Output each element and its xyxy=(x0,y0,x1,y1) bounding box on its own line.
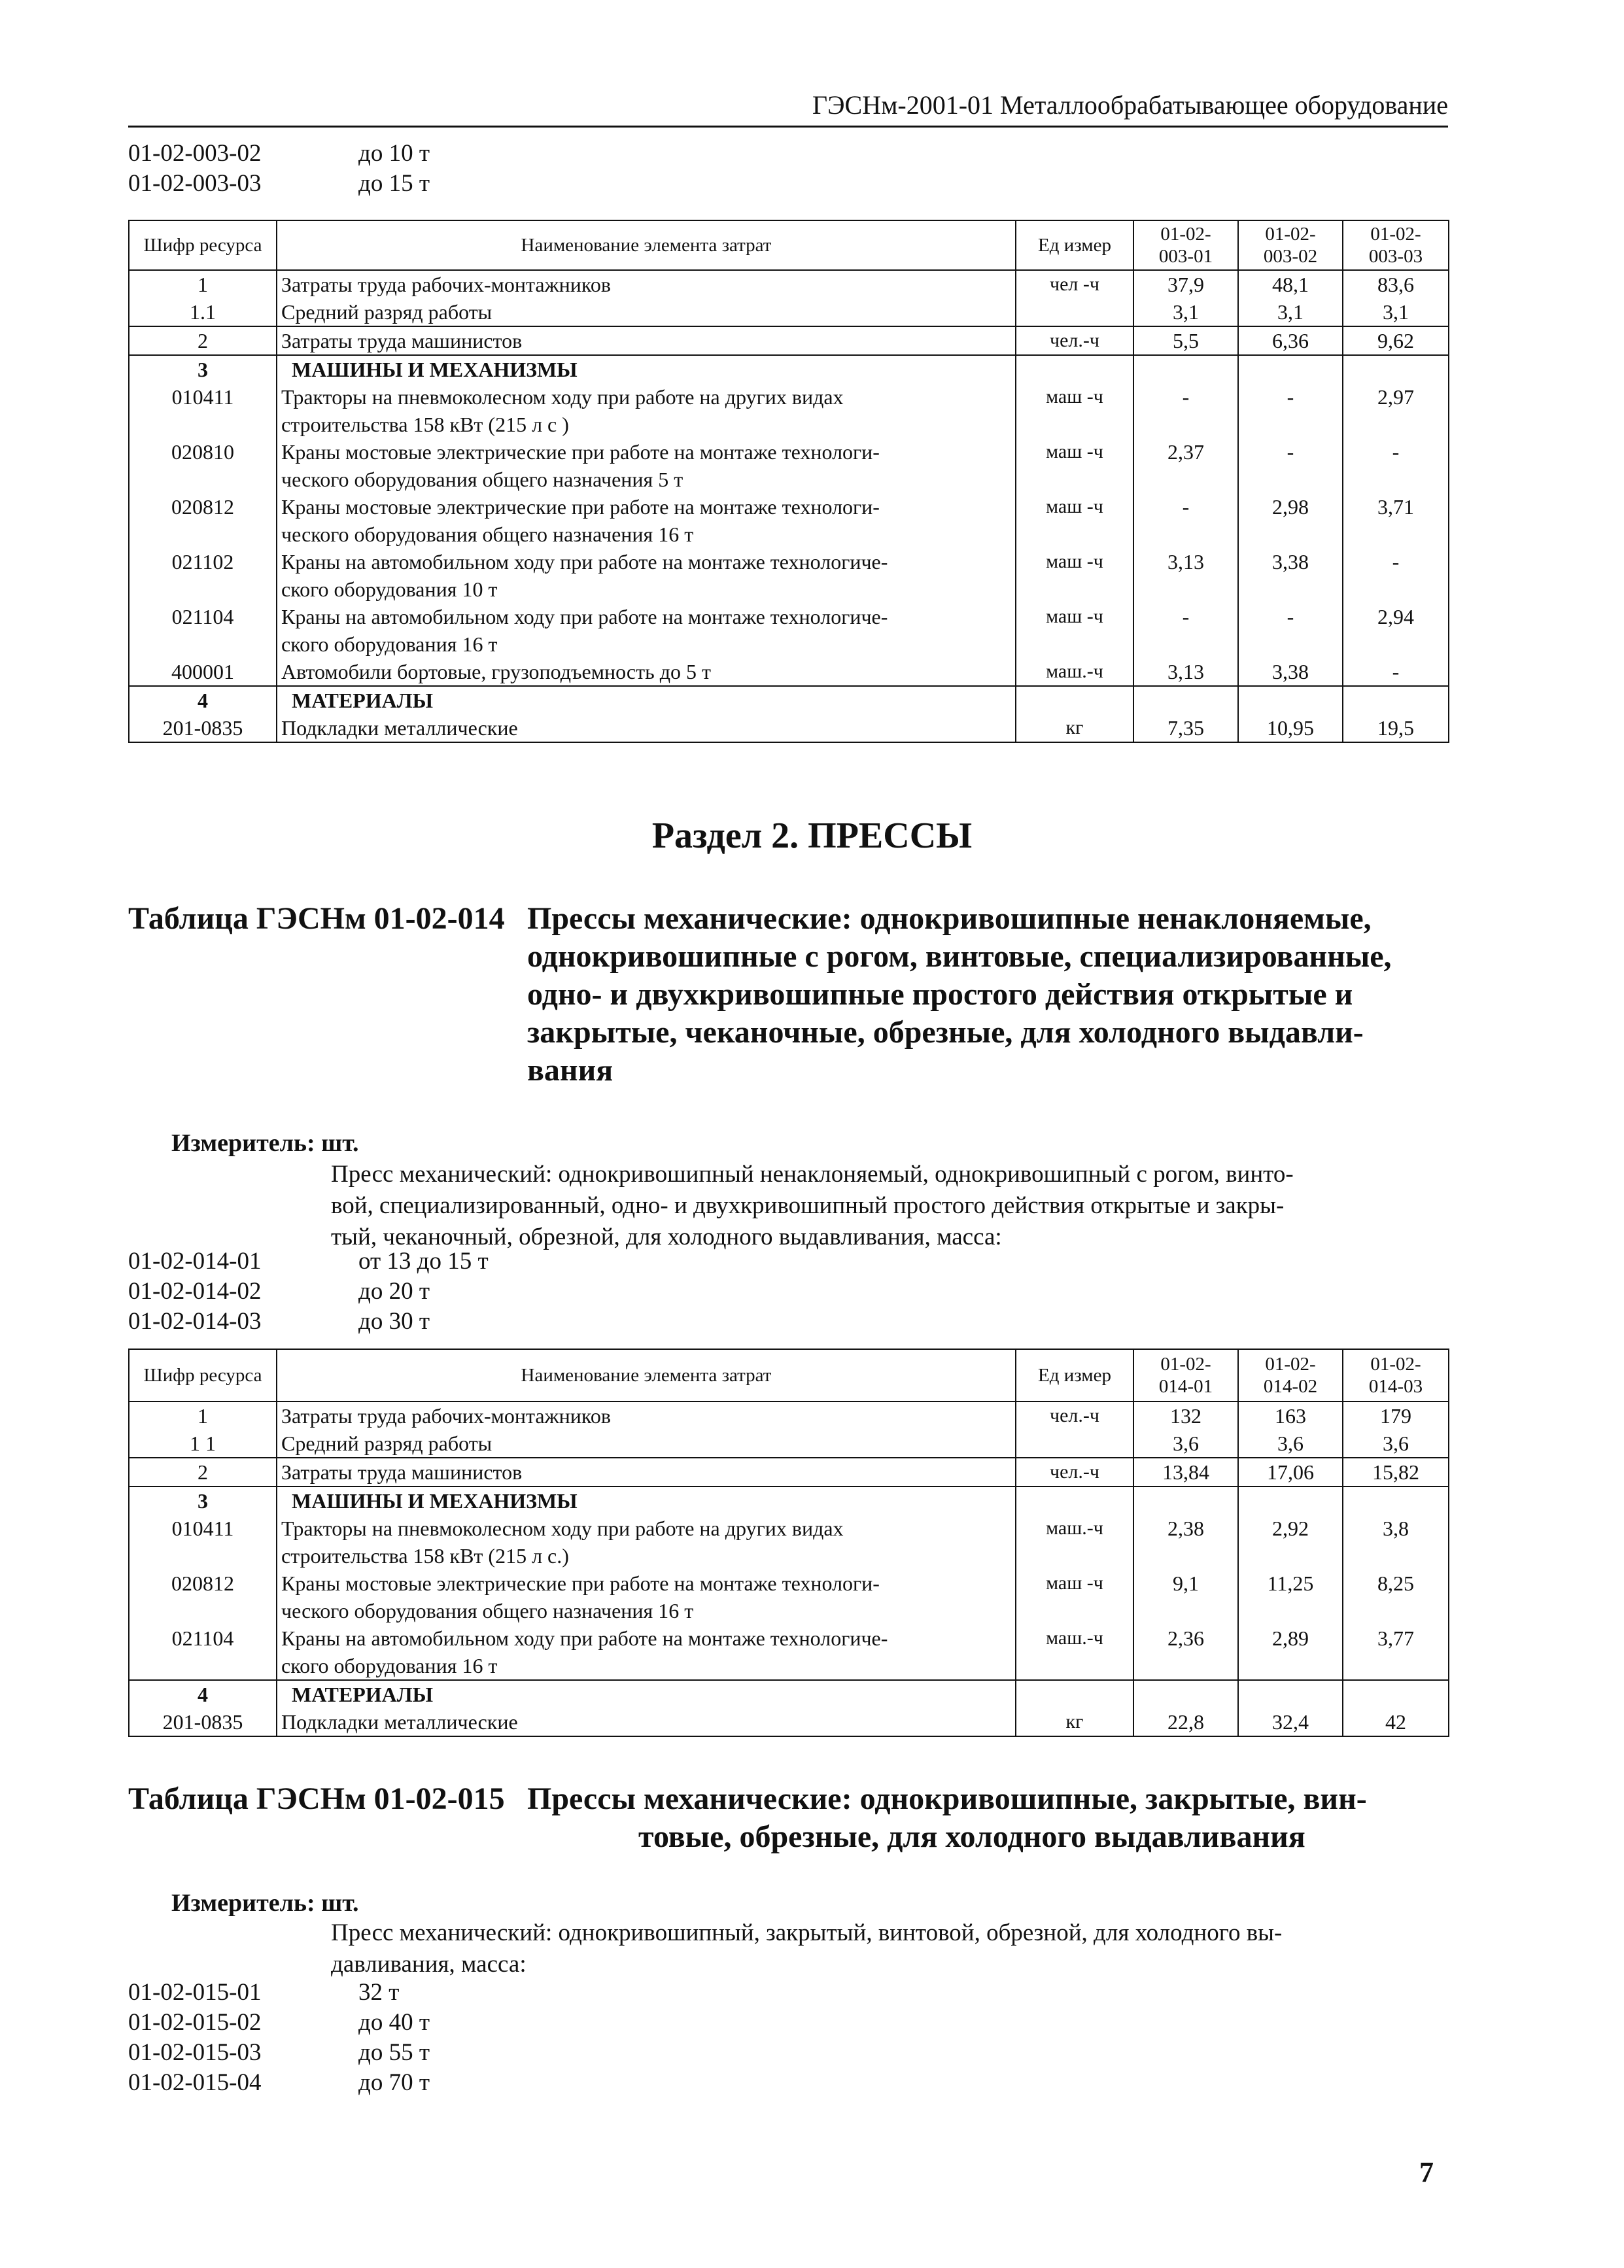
row-unit: чел -ч xyxy=(1016,270,1133,298)
table-015-title xyxy=(128,1780,1462,1854)
header-unit: Ед измер xyxy=(1016,1349,1133,1401)
table-015-description xyxy=(331,1917,1449,1980)
table-row xyxy=(129,1624,1449,1680)
code-row xyxy=(128,1978,430,2008)
row-name xyxy=(277,1515,1016,1570)
code-value: до 15 т xyxy=(358,170,430,197)
row-value xyxy=(1343,355,1449,383)
row-name-line: ческого оборудования общего назначения 5 т xyxy=(281,468,683,491)
table-row xyxy=(129,1570,1449,1624)
row-value: 2,92 xyxy=(1238,1515,1343,1570)
row-name-line: Тракторы на пневмоколесном ходу при работе на других видах xyxy=(281,1517,844,1540)
row-value xyxy=(1133,686,1238,714)
row-value: 3,77 xyxy=(1343,1624,1449,1680)
row-value: 2,94 xyxy=(1343,603,1449,658)
table-014-title-text xyxy=(527,900,1456,1090)
row-value: 48,1 xyxy=(1238,270,1343,298)
running-header: ГЭСНм-2001-01 Металлообрабатывающее оборудование xyxy=(128,85,1448,128)
table-row xyxy=(129,1458,1449,1486)
row-value: - xyxy=(1343,548,1449,603)
table-014-description xyxy=(331,1159,1449,1253)
code: 01-02-014-01 xyxy=(128,1248,262,1275)
code-row xyxy=(128,1307,489,1337)
desc-line: вой, специализированный, одно- и двухкривошипный простого действия открытые и закры- xyxy=(331,1192,1285,1219)
table-014-prefix: Таблица ГЭСНм 01-02-014 xyxy=(128,901,505,936)
row-code: 3 xyxy=(129,1486,277,1515)
row-code: 1.1 xyxy=(129,298,277,326)
row-code: 020810 xyxy=(129,438,277,493)
row-value: 17,06 xyxy=(1238,1458,1343,1486)
row-value: 3,1 xyxy=(1238,298,1343,326)
row-name xyxy=(277,1486,1016,1515)
row-value xyxy=(1133,1680,1238,1708)
code: 01-02-014-03 xyxy=(128,1308,262,1335)
row-name-line: Подкладки металлические xyxy=(281,716,518,740)
norm-table-003 xyxy=(128,220,1449,743)
row-name xyxy=(277,1708,1016,1736)
table-row xyxy=(129,1515,1449,1570)
row-code: 021102 xyxy=(129,548,277,603)
row-unit xyxy=(1016,1680,1133,1708)
title-line: Прессы механические: однокривошипные, закрытые, вин- xyxy=(527,1781,1367,1816)
row-value: 2,37 xyxy=(1133,438,1238,493)
table-row xyxy=(129,493,1449,548)
table-row xyxy=(129,1486,1449,1515)
row-value: 7,35 xyxy=(1133,714,1238,742)
row-value: - xyxy=(1133,603,1238,658)
table-row xyxy=(129,548,1449,603)
row-value: - xyxy=(1343,438,1449,493)
header-name: Наименование элемента затрат xyxy=(277,1349,1016,1401)
row-code: 4 xyxy=(129,1680,277,1708)
row-unit: маш -ч xyxy=(1016,383,1133,438)
row-code: 3 xyxy=(129,355,277,383)
table-row xyxy=(129,355,1449,383)
table-015-title-text xyxy=(527,1780,1456,1856)
row-value xyxy=(1133,355,1238,383)
title-line: закрытые, чеканочные, обрезные, для холодного выдавли- xyxy=(527,1015,1364,1050)
row-value: 3,6 xyxy=(1343,1430,1449,1458)
title-line: вания xyxy=(527,1053,613,1088)
header-col2: 01-02- 014-02 xyxy=(1238,1349,1343,1401)
table-015-codes xyxy=(128,1978,430,2098)
row-value: 15,82 xyxy=(1343,1458,1449,1486)
row-value: 83,6 xyxy=(1343,270,1449,298)
header-unit: Ед измер xyxy=(1016,220,1133,270)
row-value: 3,1 xyxy=(1133,298,1238,326)
row-value xyxy=(1343,1680,1449,1708)
row-value: 2,89 xyxy=(1238,1624,1343,1680)
row-name xyxy=(277,355,1016,383)
row-name-line: Краны мостовые электрические при работе на монтаже технологи- xyxy=(281,440,880,464)
row-name-line: МАТЕРИАЛЫ xyxy=(292,689,433,712)
row-unit xyxy=(1016,1486,1133,1515)
table-row xyxy=(129,298,1449,326)
title-line: товые, обрезные, для холодного выдавливания xyxy=(638,1819,1305,1854)
row-value: 10,95 xyxy=(1238,714,1343,742)
row-name-line: Тракторы на пневмоколесном ходу при работе на других видах xyxy=(281,385,844,409)
row-unit xyxy=(1016,1430,1133,1458)
row-name xyxy=(277,714,1016,742)
code: 01-02-015-04 xyxy=(128,2069,262,2096)
row-name-line: Средний разряд работы xyxy=(281,300,492,324)
row-name xyxy=(277,1624,1016,1680)
row-value: 2,38 xyxy=(1133,1515,1238,1570)
row-code: 010411 xyxy=(129,1515,277,1570)
code-value: до 55 т xyxy=(358,2039,430,2066)
header-col2: 01-02- 003-02 xyxy=(1238,220,1343,270)
row-value: 19,5 xyxy=(1343,714,1449,742)
row-name-line: ческого оборудования общего назначения 16 т xyxy=(281,523,694,546)
row-value xyxy=(1343,1486,1449,1515)
row-value: - xyxy=(1133,383,1238,438)
row-value: - xyxy=(1238,603,1343,658)
code-value: до 30 т xyxy=(358,1308,430,1335)
desc-line: Пресс механический: однокривошипный, закрытый, винтовой, обрезной, для холодного вы- xyxy=(331,1919,1283,1946)
table-row xyxy=(129,603,1449,658)
row-unit: кг xyxy=(1016,714,1133,742)
code: 01-02-003-03 xyxy=(128,170,262,197)
row-value xyxy=(1343,686,1449,714)
desc-line: тый, чеканочный, обрезной, для холодного выдавливания, масса: xyxy=(331,1224,1002,1250)
code-row xyxy=(128,2008,430,2038)
row-code: 4 xyxy=(129,686,277,714)
row-name-line: ского оборудования 16 т xyxy=(281,632,498,656)
row-value: 3,1 xyxy=(1343,298,1449,326)
header-code: Шифр ресурса xyxy=(129,1349,277,1401)
row-unit: маш.-ч xyxy=(1016,1515,1133,1570)
title-line: Прессы механические: однокривошипные ненаклоняемые, xyxy=(527,901,1372,936)
code-value: 32 т xyxy=(358,1979,400,2006)
row-name-line: Затраты труда машинистов xyxy=(281,1460,523,1484)
code-row xyxy=(128,2068,430,2098)
row-value: 9,62 xyxy=(1343,326,1449,355)
row-value xyxy=(1238,1680,1343,1708)
row-value: 8,25 xyxy=(1343,1570,1449,1624)
row-value: 2,98 xyxy=(1238,493,1343,548)
row-name xyxy=(277,1570,1016,1624)
table-row xyxy=(129,383,1449,438)
row-name xyxy=(277,270,1016,298)
code-row xyxy=(128,169,430,199)
code-row xyxy=(128,139,430,169)
table-014-measure: Измеритель: шт. xyxy=(171,1129,359,1157)
row-name-line: Затраты труда машинистов xyxy=(281,329,523,352)
row-name-line: МАШИНЫ И МЕХАНИЗМЫ xyxy=(292,1489,578,1513)
row-name xyxy=(277,298,1016,326)
row-value: 163 xyxy=(1238,1401,1343,1430)
row-code: 201-0835 xyxy=(129,714,277,742)
row-value: 132 xyxy=(1133,1401,1238,1430)
row-code: 021104 xyxy=(129,1624,277,1680)
row-unit: маш -ч xyxy=(1016,438,1133,493)
row-name-line: Затраты труда рабочих-монтажников xyxy=(281,1404,611,1428)
row-code: 201-0835 xyxy=(129,1708,277,1736)
row-value xyxy=(1238,355,1343,383)
code: 01-02-003-02 xyxy=(128,140,262,167)
code-value: до 40 т xyxy=(358,2009,430,2036)
title-line: однокривошипные с рогом, винтовые, специализированные, xyxy=(527,939,1392,974)
title-line: одно- и двухкривошипные простого действия открытые и xyxy=(527,977,1353,1012)
row-name-line: Краны на автомобильном ходу при работе на монтаже технологиче- xyxy=(281,550,888,574)
row-value: 11,25 xyxy=(1238,1570,1343,1624)
code-value: до 10 т xyxy=(358,140,430,167)
row-name xyxy=(277,383,1016,438)
row-value xyxy=(1238,686,1343,714)
header-col1: 01-02- 003-01 xyxy=(1133,220,1238,270)
row-value: 22,8 xyxy=(1133,1708,1238,1736)
row-name xyxy=(277,658,1016,686)
table-row xyxy=(129,1430,1449,1458)
row-unit xyxy=(1016,686,1133,714)
row-name-line: строительства 158 кВт (215 л с ) xyxy=(281,413,569,436)
row-name-line: ского оборудования 10 т xyxy=(281,577,498,601)
code-value: до 70 т xyxy=(358,2069,430,2096)
table-row xyxy=(129,1708,1449,1736)
norm-table-014 xyxy=(128,1349,1449,1737)
header-name: Наименование элемента затрат xyxy=(277,220,1016,270)
row-unit: маш -ч xyxy=(1016,603,1133,658)
row-unit: чел.-ч xyxy=(1016,326,1133,355)
row-value: 32,4 xyxy=(1238,1708,1343,1736)
desc-line: давливания, масса: xyxy=(331,1951,527,1978)
row-value: 6,36 xyxy=(1238,326,1343,355)
row-value: 179 xyxy=(1343,1401,1449,1430)
code-row xyxy=(128,1277,489,1307)
code: 01-02-015-01 xyxy=(128,1979,262,2006)
row-value: 3,38 xyxy=(1238,658,1343,686)
row-code: 020812 xyxy=(129,1570,277,1624)
table-row xyxy=(129,438,1449,493)
table-row xyxy=(129,686,1449,714)
row-code: 1 1 xyxy=(129,1430,277,1458)
row-name-line: Краны на автомобильном ходу при работе на монтаже технологиче- xyxy=(281,1626,888,1650)
row-value: 37,9 xyxy=(1133,270,1238,298)
section-title: Раздел 2. ПРЕССЫ xyxy=(651,816,973,856)
row-unit: маш -ч xyxy=(1016,548,1133,603)
row-value: - xyxy=(1238,438,1343,493)
row-unit: чел.-ч xyxy=(1016,1401,1133,1430)
header-code: Шифр ресурса xyxy=(129,220,277,270)
top-codes xyxy=(128,139,430,199)
code-value: от 13 до 15 т xyxy=(358,1248,489,1275)
row-code: 020812 xyxy=(129,493,277,548)
row-unit xyxy=(1016,355,1133,383)
row-name xyxy=(277,603,1016,658)
row-name xyxy=(277,1458,1016,1486)
row-unit: маш.-ч xyxy=(1016,1624,1133,1680)
row-name-line: Подкладки металлические xyxy=(281,1710,518,1734)
table-015-prefix: Таблица ГЭСНм 01-02-015 xyxy=(128,1781,505,1816)
row-value: 3,8 xyxy=(1343,1515,1449,1570)
row-name-line: Краны мостовые электрические при работе на монтаже технологи- xyxy=(281,1572,880,1595)
row-name xyxy=(277,686,1016,714)
row-code: 021104 xyxy=(129,603,277,658)
row-value: 13,84 xyxy=(1133,1458,1238,1486)
row-name xyxy=(277,1430,1016,1458)
row-value: - xyxy=(1343,658,1449,686)
row-code: 2 xyxy=(129,326,277,355)
row-value: 3,38 xyxy=(1238,548,1343,603)
table-row xyxy=(129,658,1449,686)
code-value: до 20 т xyxy=(358,1278,430,1305)
row-name-line: Краны на автомобильном ходу при работе на монтаже технологиче- xyxy=(281,605,888,628)
row-code: 1 xyxy=(129,270,277,298)
row-value: 3,13 xyxy=(1133,658,1238,686)
row-name xyxy=(277,493,1016,548)
row-name xyxy=(277,326,1016,355)
table-row xyxy=(129,270,1449,298)
row-code: 010411 xyxy=(129,383,277,438)
row-name xyxy=(277,548,1016,603)
desc-line: Пресс механический: однокривошипный ненаклоняемый, однокривошипный с рогом, винто- xyxy=(331,1161,1294,1188)
row-value: - xyxy=(1238,383,1343,438)
code: 01-02-015-02 xyxy=(128,2009,262,2036)
table-014-codes xyxy=(128,1246,489,1337)
code: 01-02-014-02 xyxy=(128,1278,262,1305)
row-value: 3,71 xyxy=(1343,493,1449,548)
row-name-line: МАТЕРИАЛЫ xyxy=(292,1683,433,1706)
row-value: - xyxy=(1133,493,1238,548)
table-014-title xyxy=(128,900,1462,1088)
row-value: 5,5 xyxy=(1133,326,1238,355)
row-code: 1 xyxy=(129,1401,277,1430)
row-name-line: Краны мостовые электрические при работе на монтаже технологи- xyxy=(281,495,880,519)
row-value xyxy=(1133,1486,1238,1515)
table-015-measure: Измеритель: шт. xyxy=(171,1889,359,1917)
table-row xyxy=(129,1401,1449,1430)
row-value xyxy=(1238,1486,1343,1515)
row-value: 2,97 xyxy=(1343,383,1449,438)
table-row xyxy=(129,326,1449,355)
row-name-line: строительства 158 кВт (215 л с.) xyxy=(281,1544,569,1568)
page-number: 7 xyxy=(1419,2156,1434,2188)
row-name xyxy=(277,1680,1016,1708)
row-unit: маш -ч xyxy=(1016,493,1133,548)
row-unit: маш.-ч xyxy=(1016,658,1133,686)
code-row xyxy=(128,1246,489,1277)
code-row xyxy=(128,2038,430,2068)
header-col1: 01-02- 014-01 xyxy=(1133,1349,1238,1401)
row-unit: кг xyxy=(1016,1708,1133,1736)
row-name-line: Затраты труда рабочих-монтажников xyxy=(281,273,611,296)
row-value: 3,13 xyxy=(1133,548,1238,603)
row-unit: маш -ч xyxy=(1016,1570,1133,1624)
row-name-line: ческого оборудования общего назначения 16 т xyxy=(281,1599,694,1623)
header-col3: 01-02- 003-03 xyxy=(1343,220,1449,270)
header-col3: 01-02- 014-03 xyxy=(1343,1349,1449,1401)
row-name-line: ского оборудования 16 т xyxy=(281,1654,498,1677)
row-code: 400001 xyxy=(129,658,277,686)
row-value: 9,1 xyxy=(1133,1570,1238,1624)
row-code: 2 xyxy=(129,1458,277,1486)
row-unit: чел.-ч xyxy=(1016,1458,1133,1486)
row-unit xyxy=(1016,298,1133,326)
row-value: 42 xyxy=(1343,1708,1449,1736)
row-name-line: МАШИНЫ И МЕХАНИЗМЫ xyxy=(292,358,578,381)
code: 01-02-015-03 xyxy=(128,2039,262,2066)
row-name xyxy=(277,1401,1016,1430)
row-value: 3,6 xyxy=(1133,1430,1238,1458)
row-name xyxy=(277,438,1016,493)
row-value: 3,6 xyxy=(1238,1430,1343,1458)
table-row xyxy=(129,714,1449,742)
row-name-line: Средний разряд работы xyxy=(281,1432,492,1455)
row-value: 2,36 xyxy=(1133,1624,1238,1680)
table-row xyxy=(129,1680,1449,1708)
row-name-line: Автомобили бортовые, грузоподъемность до 5 т xyxy=(281,660,711,683)
